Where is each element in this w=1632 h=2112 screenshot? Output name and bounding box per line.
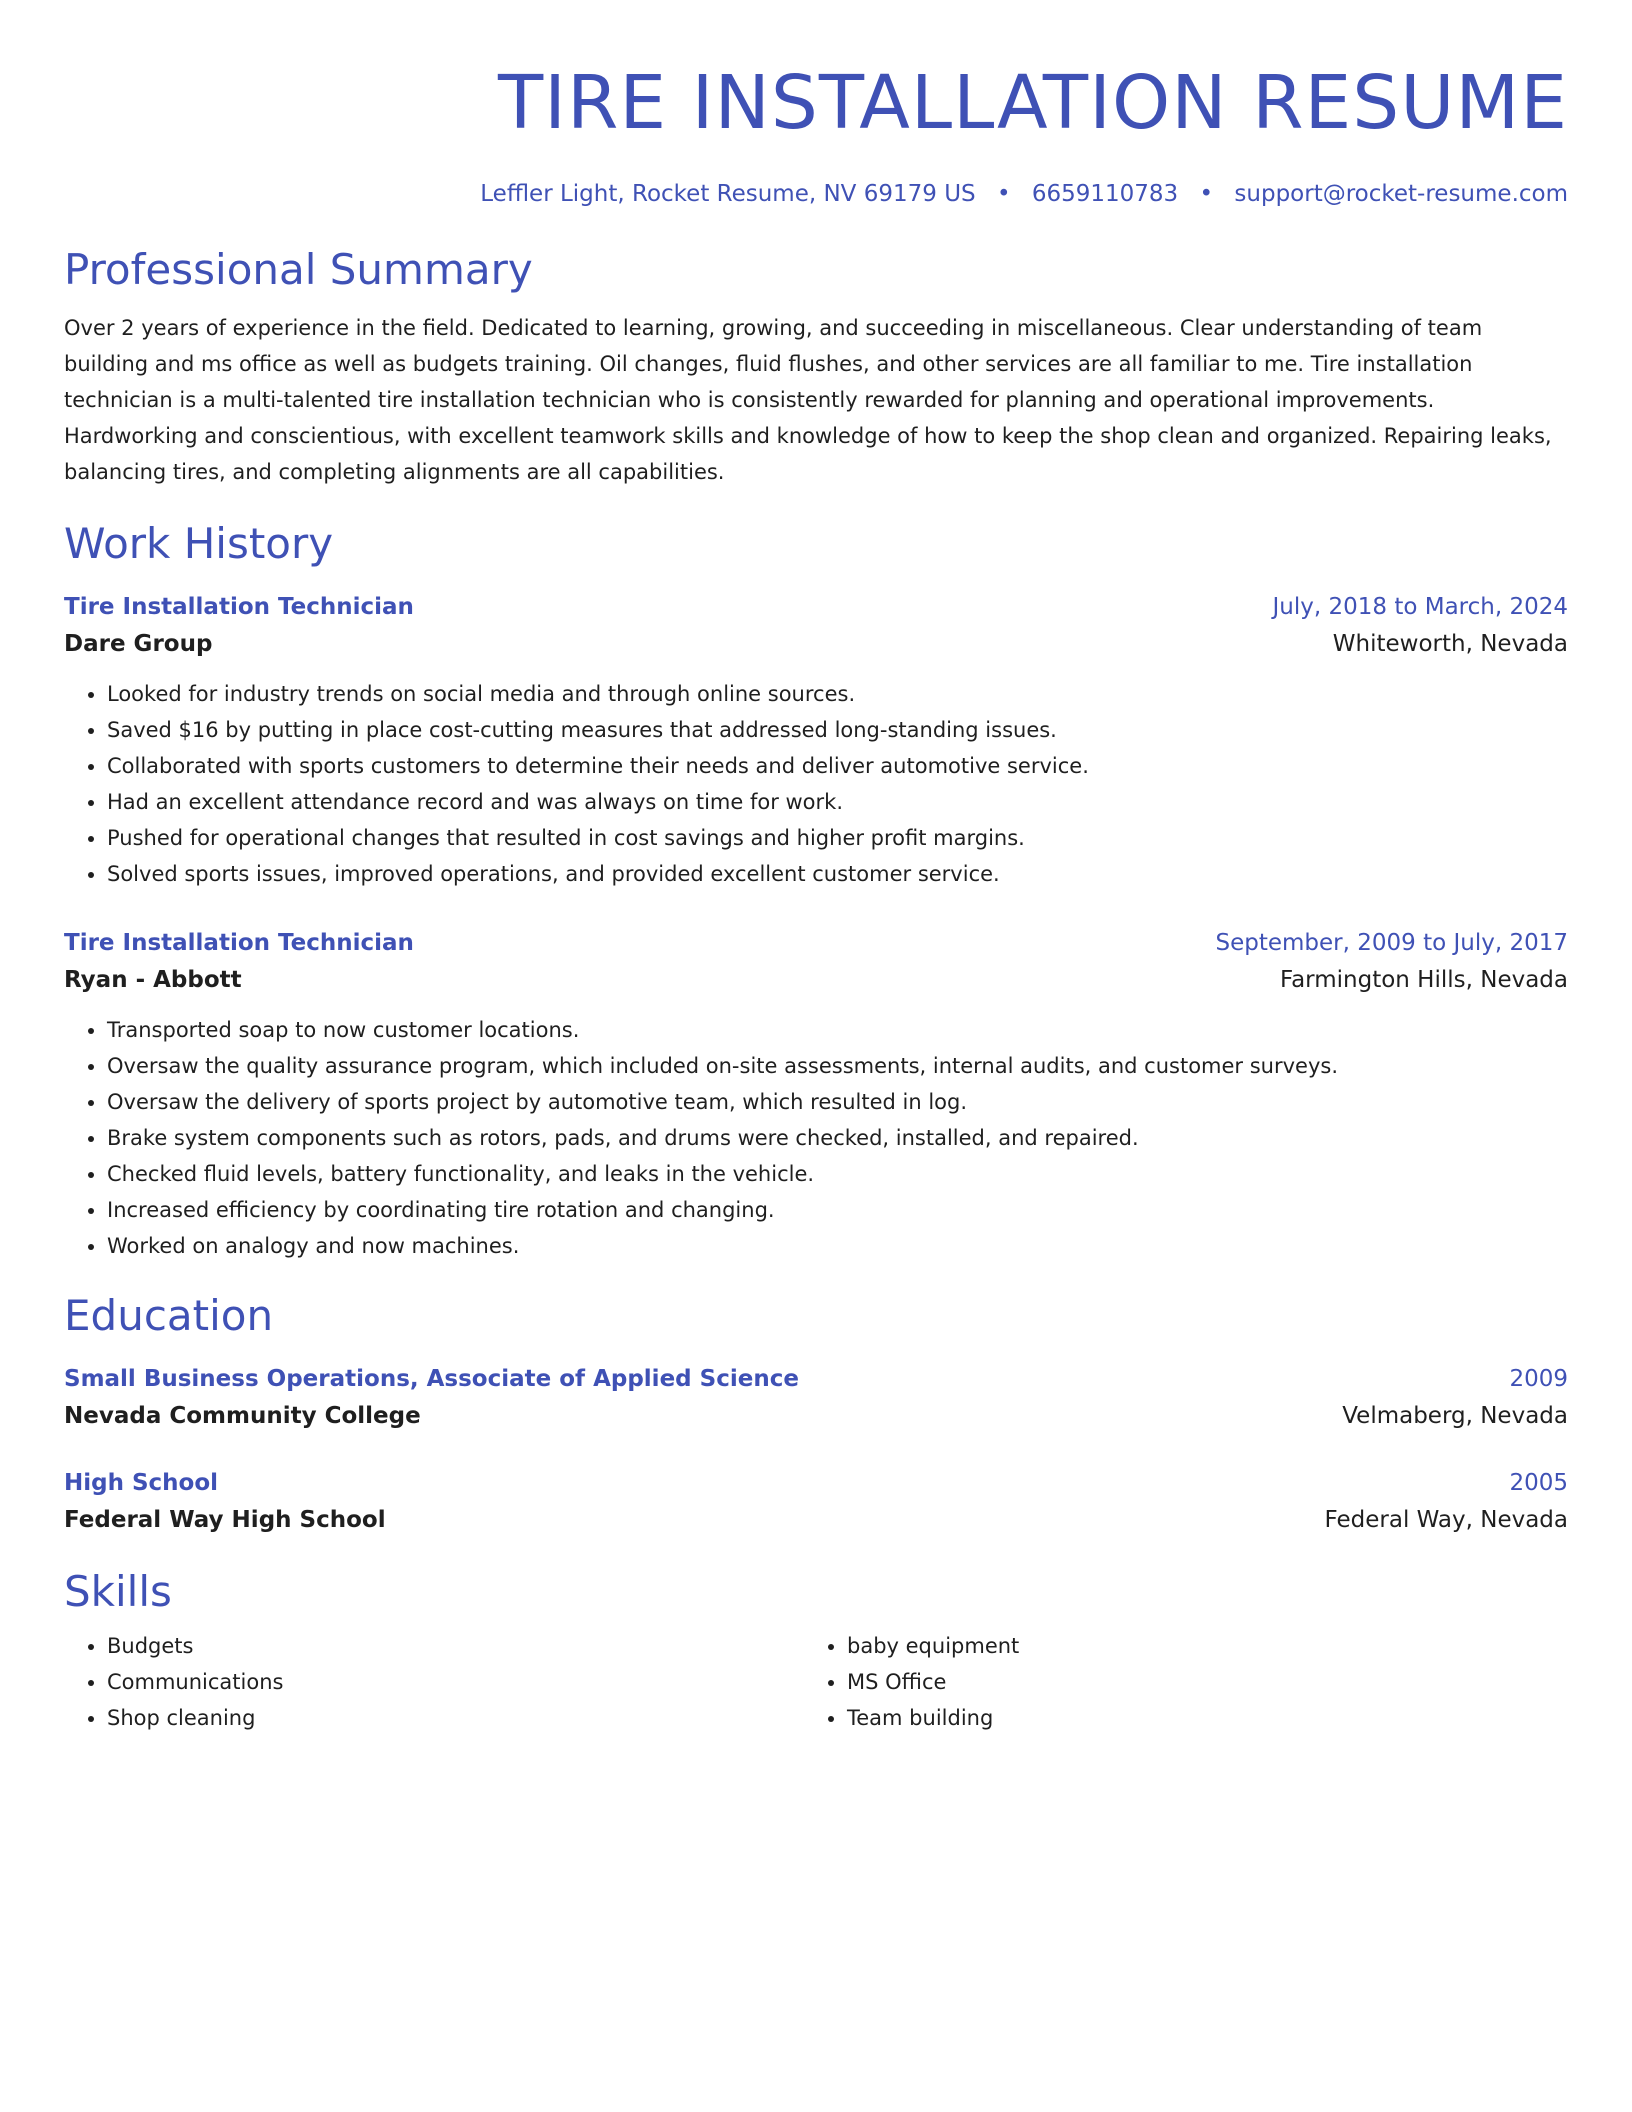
job-location: Whiteworth, Nevada	[1332, 631, 1568, 657]
job-bullet: • Had an excellent attendance record and was always on time for work.	[107, 784, 1568, 820]
job-bullet: • Checked fluid levels, battery functionality, and leaks in the vehicle.	[107, 1156, 1568, 1192]
job-bullet: • Increased efficiency by coordinating tire rotation and changing.	[107, 1192, 1568, 1228]
skill-item: • Budgets	[107, 1628, 804, 1664]
job-bullet: • Oversaw the quality assurance program, which included on-site assessments, internal audits, and customer surveys.	[107, 1048, 1568, 1084]
contact-phone: 6659110783	[1031, 181, 1179, 207]
education-degree: High School	[64, 1470, 219, 1496]
resume-title: TIRE INSTALLATION RESUME	[497, 60, 1568, 146]
job-company: Ryan - Abbott	[64, 967, 242, 993]
education-heading: Education	[64, 1291, 274, 1340]
job-bullet: • Pushed for operational changes that resulted in cost savings and higher profit margins.	[107, 820, 1568, 856]
education-school-row	[64, 1500, 1568, 1540]
skill-item: • baby equipment	[847, 1628, 1544, 1664]
education-school: Nevada Community College	[64, 1403, 421, 1429]
education-degree: Small Business Operations, Associate of Applied Science	[64, 1366, 799, 1392]
job-bullet: • Brake system components such as rotors, pads, and drums were checked, installed, and repaired.	[107, 1120, 1568, 1156]
job-role: Tire Installation Technician	[64, 594, 414, 620]
skills-columns	[64, 1628, 1568, 1736]
contact-separator-2: •	[1199, 181, 1214, 207]
education-entry	[64, 1466, 1568, 1540]
education-location: Velmaberg, Nevada	[1342, 1403, 1568, 1429]
job-bullet: • Solved sports issues, improved operations, and provided excellent customer service.	[107, 856, 1568, 892]
job-bullet-list	[64, 1012, 1568, 1264]
education-header-row	[64, 1362, 1568, 1396]
job-bullet: • Transported soap to now customer locations.	[107, 1012, 1568, 1048]
job-entry	[64, 926, 1568, 1264]
job-company: Dare Group	[64, 631, 213, 657]
job-dates: July, 2018 to March, 2024	[1272, 594, 1568, 620]
job-company-row	[64, 624, 1568, 664]
job-bullet: • Saved $16 by putting in place cost-cutting measures that addressed long-standing issues.	[107, 712, 1568, 748]
skill-item: • MS Office	[847, 1664, 1544, 1700]
resume-page	[64, 0, 1568, 1736]
contact-address: Leffler Light, Rocket Resume, NV 69179 US	[480, 181, 976, 207]
contact-line	[64, 178, 1568, 210]
job-header-row	[64, 926, 1568, 960]
job-bullet-list	[64, 676, 1568, 892]
job-bullet: • Collaborated with sports customers to determine their needs and deliver automotive service.	[107, 748, 1568, 784]
job-bullet: • Worked on analogy and now machines.	[107, 1228, 1568, 1264]
summary-heading: Professional Summary	[64, 245, 533, 294]
job-entry	[64, 590, 1568, 892]
job-dates: September, 2009 to July, 2017	[1215, 930, 1568, 956]
job-bullet: • Looked for industry trends on social media and through online sources.	[107, 676, 1568, 712]
contact-separator-1: •	[996, 181, 1011, 207]
job-header-row	[64, 590, 1568, 624]
job-location: Farmington Hills, Nevada	[1279, 967, 1568, 993]
education-entry	[64, 1362, 1568, 1436]
skills-list-left	[64, 1628, 804, 1736]
skills-list-right	[804, 1628, 1544, 1736]
job-company-row	[64, 960, 1568, 1000]
education-school: Federal Way High School	[64, 1507, 386, 1533]
work-history-heading: Work History	[64, 519, 334, 568]
job-role: Tire Installation Technician	[64, 930, 414, 956]
job-bullet: • Oversaw the delivery of sports project by automotive team, which resulted in log.	[107, 1084, 1568, 1120]
summary-text: Over 2 years of experience in the field. Dedicated to learning, growing, and succeeding in miscellaneous. Clear understanding of team building and ms office as well as budgets training. Oil changes, fluid flushes, and other services are all familiar to me. Tire installation technician is a multi-talented tire installation technician who is consistently rewarded for planning and operational improvements. Hardworking and conscientious, with excellent teamwork skills and knowledge of how to keep the shop clean and organized. Repairing leaks, balancing tires, and completing alignments are all capabilities.	[64, 316, 1552, 484]
skill-item: • Communications	[107, 1664, 804, 1700]
education-school-row	[64, 1396, 1568, 1436]
skill-item: • Team building	[847, 1700, 1544, 1736]
skills-heading: Skills	[64, 1567, 172, 1616]
education-location: Federal Way, Nevada	[1324, 1507, 1568, 1533]
education-year: 2009	[1509, 1366, 1568, 1392]
contact-email: support@rocket-resume.com	[1234, 181, 1568, 207]
education-header-row	[64, 1466, 1568, 1500]
education-year: 2005	[1509, 1470, 1568, 1496]
skill-item: • Shop cleaning	[107, 1700, 804, 1736]
